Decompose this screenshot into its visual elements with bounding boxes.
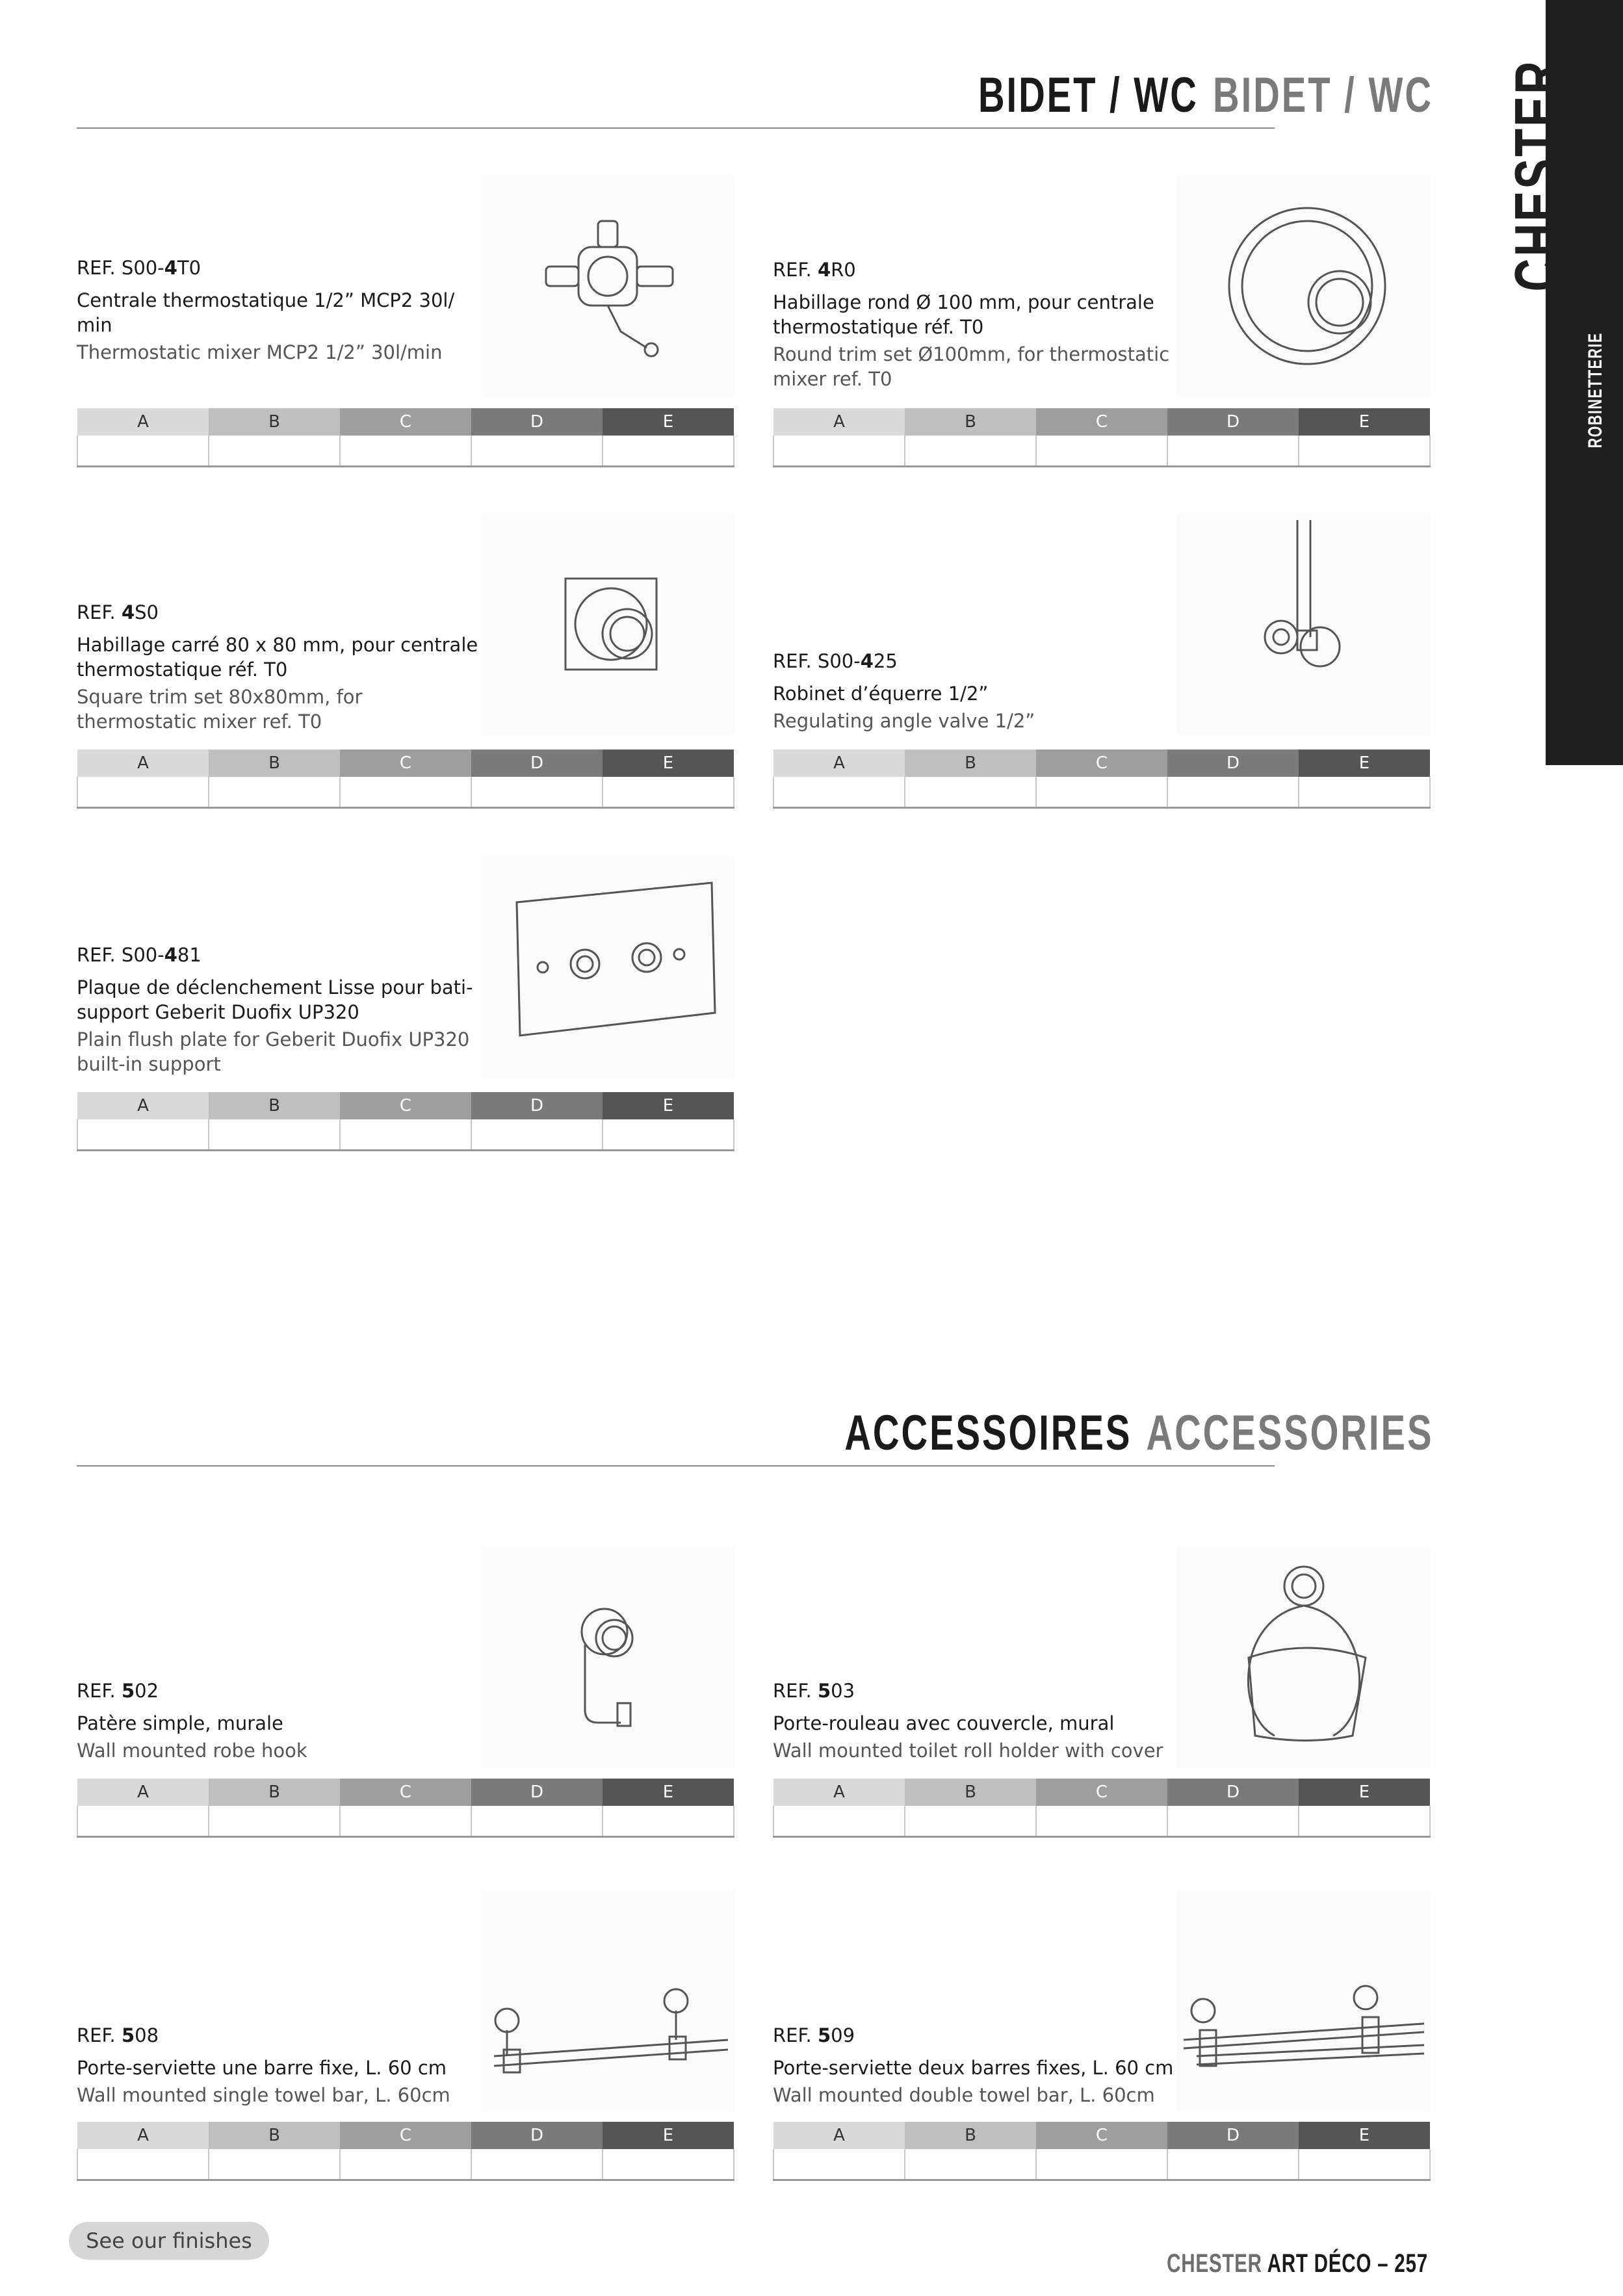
- product-ref: REF. 503: [773, 1680, 855, 1702]
- finish-header-c: C: [340, 1092, 471, 1119]
- finish-cell: [340, 1119, 471, 1151]
- finish-table: [773, 2122, 1431, 2181]
- finish-cell: [471, 1119, 603, 1151]
- finish-header-d: D: [1167, 750, 1299, 777]
- finish-table: [77, 1779, 734, 1838]
- finish-header-e: E: [603, 1779, 734, 1806]
- product-description-fr: Patère simple, murale: [77, 1712, 283, 1734]
- finish-cell: [1036, 2149, 1167, 2180]
- finish-header-c: C: [1036, 1779, 1167, 1806]
- finish-cell: [209, 2149, 340, 2180]
- section-title-accessories: ACCESSOIRES ACCESSORIES: [844, 1405, 1433, 1461]
- finish-header-b: B: [905, 1779, 1036, 1806]
- finish-header-d: D: [471, 408, 603, 436]
- product-description-fr: Habillage rond Ø 100 mm, pour centrale thermostatique réf. T0: [773, 291, 1154, 338]
- finish-header-b: B: [905, 2122, 1036, 2149]
- product-ref: REF. 502: [77, 1680, 159, 1702]
- finish-cell: [209, 1119, 340, 1151]
- finish-header-c: C: [340, 1779, 471, 1806]
- finish-table: [77, 750, 734, 809]
- side-category-label: ROBINETTERIE: [1585, 332, 1606, 449]
- product-description-fr: Porte-rouleau avec couvercle, mural: [773, 1712, 1115, 1734]
- finish-cell: [773, 2149, 905, 2180]
- finish-table: [773, 1779, 1431, 1838]
- finish-cell: [209, 436, 340, 467]
- finish-header-e: E: [1299, 2122, 1430, 2149]
- product-description-fr: Habillage carré 80 x 80 mm, pour centrale thermostatique réf. T0: [77, 634, 478, 681]
- finish-header-b: B: [209, 750, 340, 777]
- product-description-fr: Porte-serviette deux barres fixes, L. 60 cm: [773, 2057, 1174, 2079]
- finish-cell: [77, 1806, 209, 1837]
- finish-header-a: A: [773, 408, 905, 436]
- finish-header-e: E: [603, 2122, 734, 2149]
- finish-cell: [603, 1806, 734, 1837]
- finish-cell: [1167, 436, 1299, 467]
- product-description-fr: Robinet d’équerre 1/2”: [773, 683, 989, 705]
- finish-cell: [773, 436, 905, 467]
- finish-table: [77, 408, 734, 467]
- finish-cell: [773, 777, 905, 808]
- product-description-en: Wall mounted toilet roll holder with cover: [773, 1740, 1163, 1762]
- product-text: [77, 944, 480, 1076]
- double-towel-bar-icon: [1177, 1890, 1431, 2111]
- flush-plate-icon: [481, 857, 734, 1078]
- finish-header-c: C: [340, 750, 471, 777]
- finish-header-a: A: [77, 1092, 209, 1119]
- finish-table: [77, 2122, 734, 2181]
- product-description-en: Wall mounted single towel bar, L. 60cm: [77, 2084, 450, 2106]
- finish-header-b: B: [209, 408, 340, 436]
- see-finishes-button[interactable]: See our finishes: [69, 2222, 269, 2260]
- finish-header-e: E: [603, 1092, 734, 1119]
- robe-hook-icon: [481, 1547, 734, 1768]
- finish-header-e: E: [603, 750, 734, 777]
- product-ref: REF. 508: [77, 2024, 159, 2046]
- finish-cell: [905, 777, 1036, 808]
- finish-cell: [209, 1806, 340, 1837]
- finish-cell: [603, 1119, 734, 1151]
- finish-header-c: C: [1036, 750, 1167, 777]
- product-ref: REF. S00-425: [773, 650, 898, 672]
- finish-header-d: D: [471, 1092, 603, 1119]
- product-text: [77, 601, 480, 734]
- finish-cell: [905, 2149, 1036, 2180]
- finish-cell: [1167, 2149, 1299, 2180]
- finish-header-e: E: [1299, 750, 1430, 777]
- finish-table: [773, 408, 1431, 467]
- product-ref: REF. S00-4T0: [77, 257, 201, 279]
- round-trim-icon: [1177, 176, 1431, 397]
- product-description-en: Wall mounted robe hook: [77, 1740, 307, 1762]
- finish-cell: [340, 1806, 471, 1837]
- finish-header-b: B: [905, 408, 1036, 436]
- finish-cell: [1299, 436, 1430, 467]
- finish-header-c: C: [340, 408, 471, 436]
- finish-header-c: C: [1036, 2122, 1167, 2149]
- finish-header-a: A: [77, 2122, 209, 2149]
- single-towel-bar-icon: [481, 1890, 734, 2111]
- product-ref: REF. 509: [773, 2024, 855, 2046]
- finish-header-c: C: [1036, 408, 1167, 436]
- product-text: [77, 2024, 480, 2107]
- finish-cell: [77, 2149, 209, 2180]
- product-text: [773, 2024, 1176, 2107]
- finish-header-d: D: [1167, 2122, 1299, 2149]
- finish-cell: [1036, 777, 1167, 808]
- finish-cell: [77, 436, 209, 467]
- product-text: [773, 650, 1176, 733]
- finish-cell: [1299, 2149, 1430, 2180]
- finish-table: [77, 1092, 734, 1151]
- product-description-en: Plain flush plate for Geberit Duofix UP320 built-in support: [77, 1028, 470, 1075]
- finish-header-d: D: [471, 1779, 603, 1806]
- finish-cell: [773, 1806, 905, 1837]
- finish-header-c: C: [340, 2122, 471, 2149]
- finish-header-d: D: [1167, 408, 1299, 436]
- finish-cell: [340, 777, 471, 808]
- finish-cell: [77, 777, 209, 808]
- finish-header-a: A: [773, 1779, 905, 1806]
- finish-cell: [1299, 777, 1430, 808]
- side-brand-label: CHESTER: [1501, 59, 1573, 292]
- finish-cell: [340, 436, 471, 467]
- finish-header-d: D: [471, 750, 603, 777]
- product-description-fr: Porte-serviette une barre fixe, L. 60 cm: [77, 2057, 447, 2079]
- finish-header-b: B: [905, 750, 1036, 777]
- finish-header-d: D: [1167, 1779, 1299, 1806]
- section-title-bidet: BIDET / WC BIDET / WC: [978, 68, 1433, 123]
- finish-header-a: A: [773, 750, 905, 777]
- finish-header-e: E: [1299, 408, 1430, 436]
- product-text: [773, 1680, 1176, 1763]
- finish-header-b: B: [209, 1092, 340, 1119]
- page-folio: CHESTER ART DÉCO – 257: [1167, 2249, 1428, 2278]
- finish-cell: [905, 1806, 1036, 1837]
- finish-cell: [471, 1806, 603, 1837]
- finish-cell: [1167, 1806, 1299, 1837]
- finish-cell: [905, 436, 1036, 467]
- product-description-en: Square trim set 80x80mm, for thermostatic mixer ref. T0: [77, 686, 363, 733]
- product-description-fr: Centrale thermostatique 1/2” MCP2 30l/ min: [77, 289, 455, 336]
- angle-valve-icon: [1177, 514, 1431, 735]
- finish-header-d: D: [471, 2122, 603, 2149]
- finish-cell: [603, 436, 734, 467]
- square-trim-icon: [481, 514, 734, 735]
- finish-header-b: B: [209, 1779, 340, 1806]
- product-description-fr: Plaque de déclenchement Lisse pour bati-support Geberit Duofix UP320: [77, 976, 473, 1023]
- product-description-en: Wall mounted double towel bar, L. 60cm: [773, 2084, 1155, 2106]
- finish-header-e: E: [603, 408, 734, 436]
- finish-header-a: A: [77, 1779, 209, 1806]
- section-rule: [77, 127, 1275, 129]
- product-ref: REF. 4S0: [77, 601, 159, 623]
- section-rule: [77, 1465, 1275, 1467]
- finish-header-a: A: [77, 408, 209, 436]
- finish-cell: [1036, 1806, 1167, 1837]
- product-description-en: Round trim set Ø100mm, for thermostatic mixer ref. T0: [773, 343, 1170, 390]
- finish-header-a: A: [77, 750, 209, 777]
- finish-cell: [603, 2149, 734, 2180]
- finish-cell: [340, 2149, 471, 2180]
- product-text: [77, 1680, 480, 1763]
- product-text: [773, 259, 1176, 391]
- finish-header-e: E: [1299, 1779, 1430, 1806]
- finish-cell: [1036, 436, 1167, 467]
- thermostatic-mixer-icon: [481, 176, 734, 397]
- product-description-en: Thermostatic mixer MCP2 1/2” 30l/min: [77, 341, 443, 363]
- toilet-roll-holder-icon: [1177, 1547, 1431, 1768]
- finish-cell: [471, 2149, 603, 2180]
- finish-cell: [1167, 777, 1299, 808]
- product-description-en: Regulating angle valve 1/2”: [773, 710, 1035, 732]
- finish-table: [773, 750, 1431, 809]
- product-text: [77, 257, 480, 365]
- product-ref: REF. 4R0: [773, 259, 856, 281]
- finish-cell: [1299, 1806, 1430, 1837]
- finish-header-b: B: [209, 2122, 340, 2149]
- finish-cell: [471, 777, 603, 808]
- product-ref: REF. S00-481: [77, 944, 201, 966]
- finish-cell: [77, 1119, 209, 1151]
- finish-cell: [209, 777, 340, 808]
- finish-cell: [603, 777, 734, 808]
- finish-header-a: A: [773, 2122, 905, 2149]
- finish-cell: [471, 436, 603, 467]
